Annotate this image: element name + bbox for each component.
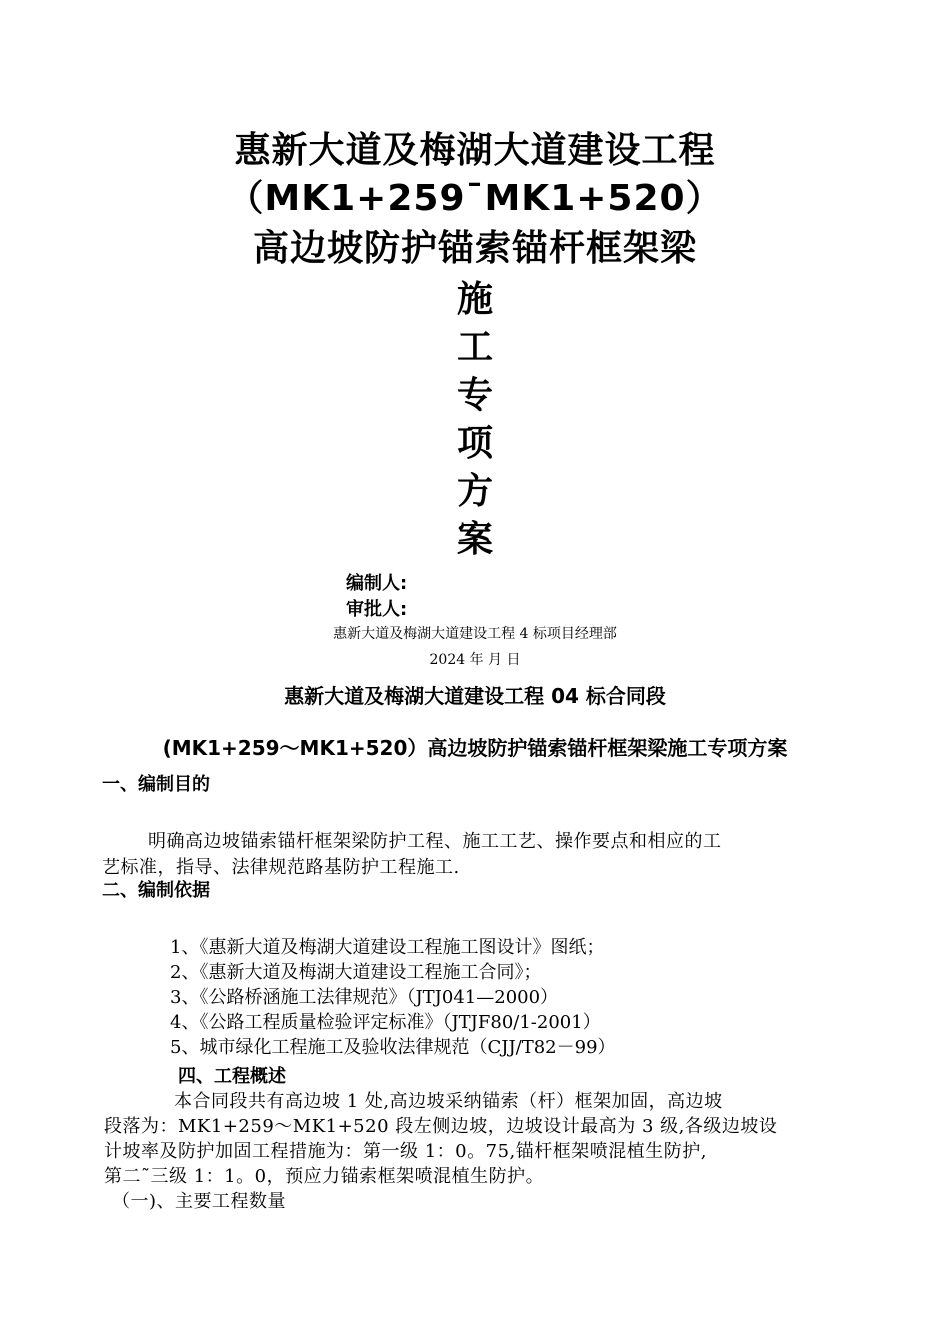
- cover-title-line1: 惠新大道及梅湖大道建设工程: [234, 130, 716, 171]
- department-line: 惠新大道及梅湖大道建设工程 4 标项目经理部: [333, 626, 617, 642]
- section4-para-line4: 第二˜三级 1：1。0，预应力锚索框架喷混植生防护。: [104, 1166, 545, 1187]
- reference-item: 4、《公路工程质量检验评定标准》（JTJF80/1-2001）: [170, 1012, 601, 1033]
- cover-vertical-char: 项: [456, 423, 493, 464]
- reference-item: 2、《惠新大道及梅湖大道建设工程施工合同》；: [170, 962, 542, 983]
- section4-para-line3: 计坡率及防护加固工程措施为：第一级 1：0。75,锚杆框架喷混植生防护,: [104, 1141, 707, 1162]
- section1-para-line1: 明确高边坡锚索锚杆框架梁防护工程、施工工艺、操作要点和相应的工: [148, 831, 722, 852]
- section1-para-line2: 艺标准，指导、法律规范路基防护工程施工.: [102, 857, 460, 878]
- cover-title-line2: （MK1+259¯MK1+520）: [227, 178, 723, 219]
- section4-title: 四、工程概述: [178, 1066, 286, 1087]
- cover-vertical-char: 施: [456, 279, 493, 320]
- cover-vertical-char: 案: [456, 519, 493, 560]
- cover-vertical-char: 专: [456, 375, 493, 416]
- section4-para-line1: 本合同段共有高边坡 1 处,高边坡采纳锚索（杆）框架加固，高边坡: [174, 1091, 723, 1112]
- cover-title-line3: 高边坡防护锚索锚杆框架梁: [252, 228, 697, 269]
- compiler-label: 编制人:: [346, 573, 408, 594]
- cover-vertical-char: 工: [456, 327, 493, 368]
- section4-subtitle: （一)、主要工程数量: [112, 1191, 287, 1212]
- section4-para-line2: 段落为：MK1+259～MK1+520 段左侧边坡，边坡设计最高为 3 级,各级边坡设: [104, 1116, 778, 1137]
- reference-item: 3、《公路桥涵施工法律规范》（JTJ041—2000）: [170, 987, 559, 1008]
- date-line: 2024 年 月 日: [429, 652, 521, 668]
- cover-vertical-title: [0, 276, 950, 564]
- approver-label: 审批人:: [346, 599, 408, 620]
- doc-heading-line2: (MK1+259～MK1+520）高边坡防护锚索锚杆框架梁施工专项方案: [162, 736, 788, 760]
- cover-vertical-char: 方: [456, 471, 493, 512]
- section1-title: 一、编制目的: [102, 774, 210, 795]
- reference-item: 5、城市绿化工程施工及验收法律规范（CJJ/T82－99）: [170, 1037, 616, 1058]
- reference-item: 1、《惠新大道及梅湖大道建设工程施工图设计》图纸；: [170, 937, 605, 958]
- section2-title: 二、编制依据: [102, 880, 210, 901]
- doc-heading-line1: 惠新大道及梅湖大道建设工程 04 标合同段: [284, 684, 666, 708]
